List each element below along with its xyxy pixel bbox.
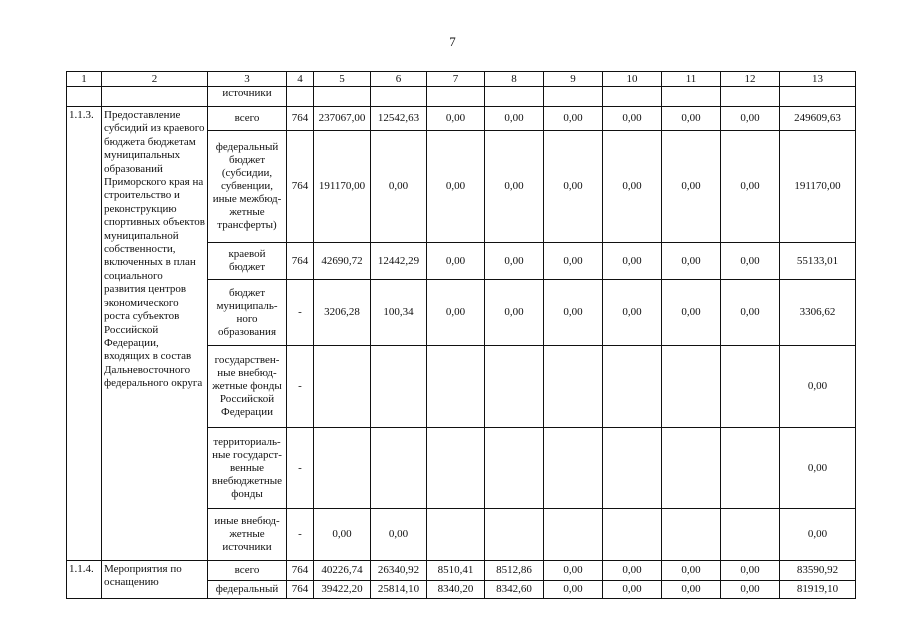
value-cell: 0,00 [544,131,603,243]
empty-cell [780,87,856,107]
value-cell: 0,00 [485,243,544,280]
funding-source: государствен-ные внебюд-жетные фонды Российской Федерации [208,346,287,428]
value-cell: 0,00 [544,280,603,346]
value-cell: 0,00 [721,581,780,599]
column-header: 7 [427,72,485,87]
empty-cell [485,87,544,107]
code-cell: - [287,280,314,346]
value-cell [544,428,603,509]
value-cell [427,509,485,561]
value-cell: 8342,60 [485,581,544,599]
value-cell: 0,00 [780,509,856,561]
code-cell: 764 [287,131,314,243]
value-cell [662,346,721,428]
page-number: 7 [449,34,456,49]
column-header: 8 [485,72,544,87]
column-header: 6 [371,72,427,87]
code-cell: 764 [287,243,314,280]
value-cell: 12542,63 [371,107,427,131]
funding-source: всего [208,561,287,581]
funding-source: федеральный бюджет (субсидии, субвенции, иные межбюд-жетные трансферты) [208,131,287,243]
table-row [67,561,856,581]
value-cell [721,428,780,509]
column-header: 11 [662,72,721,87]
table-body [67,72,856,599]
value-cell: 0,00 [427,280,485,346]
column-header: 3 [208,72,287,87]
value-cell: 191170,00 [314,131,371,243]
item-name: Мероприятия по оснащению [102,561,208,599]
column-header: 10 [603,72,662,87]
empty-cell [603,87,662,107]
value-cell: 0,00 [721,561,780,581]
value-cell: 0,00 [721,280,780,346]
value-cell: 237067,00 [314,107,371,131]
value-cell: 0,00 [721,243,780,280]
code-cell: 764 [287,561,314,581]
value-cell: 249609,63 [780,107,856,131]
value-cell: 0,00 [780,346,856,428]
empty-cell [287,87,314,107]
value-cell: 0,00 [662,131,721,243]
value-cell: 39422,20 [314,581,371,599]
value-cell [721,346,780,428]
value-cell [603,346,662,428]
value-cell: 8510,41 [427,561,485,581]
funding-source: всего [208,107,287,131]
empty-cell [371,87,427,107]
value-cell: 0,00 [371,509,427,561]
value-cell: 0,00 [427,243,485,280]
funding-source: территориаль-ные государст-венные внебюджетные фонды [208,428,287,509]
value-cell [544,509,603,561]
empty-cell [721,87,780,107]
value-cell: 0,00 [780,428,856,509]
value-cell: 0,00 [485,131,544,243]
value-cell: 0,00 [603,280,662,346]
item-code: 1.1.4. [67,561,102,599]
value-cell: 0,00 [721,107,780,131]
column-header: 13 [780,72,856,87]
value-cell: 0,00 [485,107,544,131]
value-cell: 3306,62 [780,280,856,346]
value-cell [662,509,721,561]
empty-cell [67,87,102,107]
empty-cell [102,87,208,107]
value-cell: 40226,74 [314,561,371,581]
header-row [67,72,856,87]
value-cell: 55133,01 [780,243,856,280]
value-cell: 0,00 [662,561,721,581]
funding-source: краевой бюджет [208,243,287,280]
column-header: 1 [67,72,102,87]
budget-table [66,71,856,599]
column-header: 9 [544,72,603,87]
empty-cell [662,87,721,107]
value-cell: 0,00 [603,561,662,581]
continuation-row [67,87,856,107]
value-cell [427,428,485,509]
value-cell: 0,00 [544,243,603,280]
value-cell [485,346,544,428]
source-cell: источники [208,87,287,107]
empty-cell [314,87,371,107]
value-cell: 0,00 [721,131,780,243]
value-cell: 3206,28 [314,280,371,346]
value-cell: 25814,10 [371,581,427,599]
value-cell: 0,00 [371,131,427,243]
value-cell: 0,00 [314,509,371,561]
value-cell [485,428,544,509]
code-cell: 764 [287,107,314,131]
column-header: 12 [721,72,780,87]
value-cell: 12442,29 [371,243,427,280]
value-cell [314,428,371,509]
item-code: 1.1.3. [67,107,102,561]
table-row [67,107,856,131]
value-cell [544,346,603,428]
value-cell: 0,00 [603,243,662,280]
value-cell: 26340,92 [371,561,427,581]
value-cell: 8512,86 [485,561,544,581]
value-cell: 83590,92 [780,561,856,581]
value-cell [371,428,427,509]
empty-cell [544,87,603,107]
code-cell: - [287,346,314,428]
funding-source: федеральный [208,581,287,599]
column-header: 5 [314,72,371,87]
value-cell [485,509,544,561]
value-cell [603,428,662,509]
column-header: 4 [287,72,314,87]
value-cell: 0,00 [603,581,662,599]
value-cell [427,346,485,428]
value-cell [314,346,371,428]
value-cell [371,346,427,428]
value-cell: 191170,00 [780,131,856,243]
code-cell: - [287,509,314,561]
value-cell: 0,00 [603,131,662,243]
value-cell [603,509,662,561]
value-cell: 0,00 [544,581,603,599]
code-cell: - [287,428,314,509]
funding-source: бюджет муниципаль-ного образования [208,280,287,346]
value-cell [662,428,721,509]
value-cell: 0,00 [485,280,544,346]
value-cell: 0,00 [662,107,721,131]
value-cell: 100,34 [371,280,427,346]
empty-cell [427,87,485,107]
value-cell: 0,00 [544,107,603,131]
funding-source: иные внебюд-жетные источники [208,509,287,561]
value-cell: 0,00 [544,561,603,581]
value-cell: 0,00 [427,107,485,131]
code-cell: 764 [287,581,314,599]
value-cell: 8340,20 [427,581,485,599]
value-cell: 81919,10 [780,581,856,599]
value-cell: 0,00 [662,243,721,280]
value-cell: 0,00 [662,280,721,346]
column-header: 2 [102,72,208,87]
value-cell: 0,00 [427,131,485,243]
value-cell: 0,00 [662,581,721,599]
value-cell [721,509,780,561]
item-name: Предоставление субсидий из краевого бюджета бюджетам муниципальных образований Приморского края на строительство и реконструкцию спортивных объектов муниципальной собственности, включенных в план социального развития центров экономического роста субъектов Российской Федерации, входящих в состав Дальневосточного федерального округа [102,107,208,561]
value-cell: 0,00 [603,107,662,131]
value-cell: 42690,72 [314,243,371,280]
